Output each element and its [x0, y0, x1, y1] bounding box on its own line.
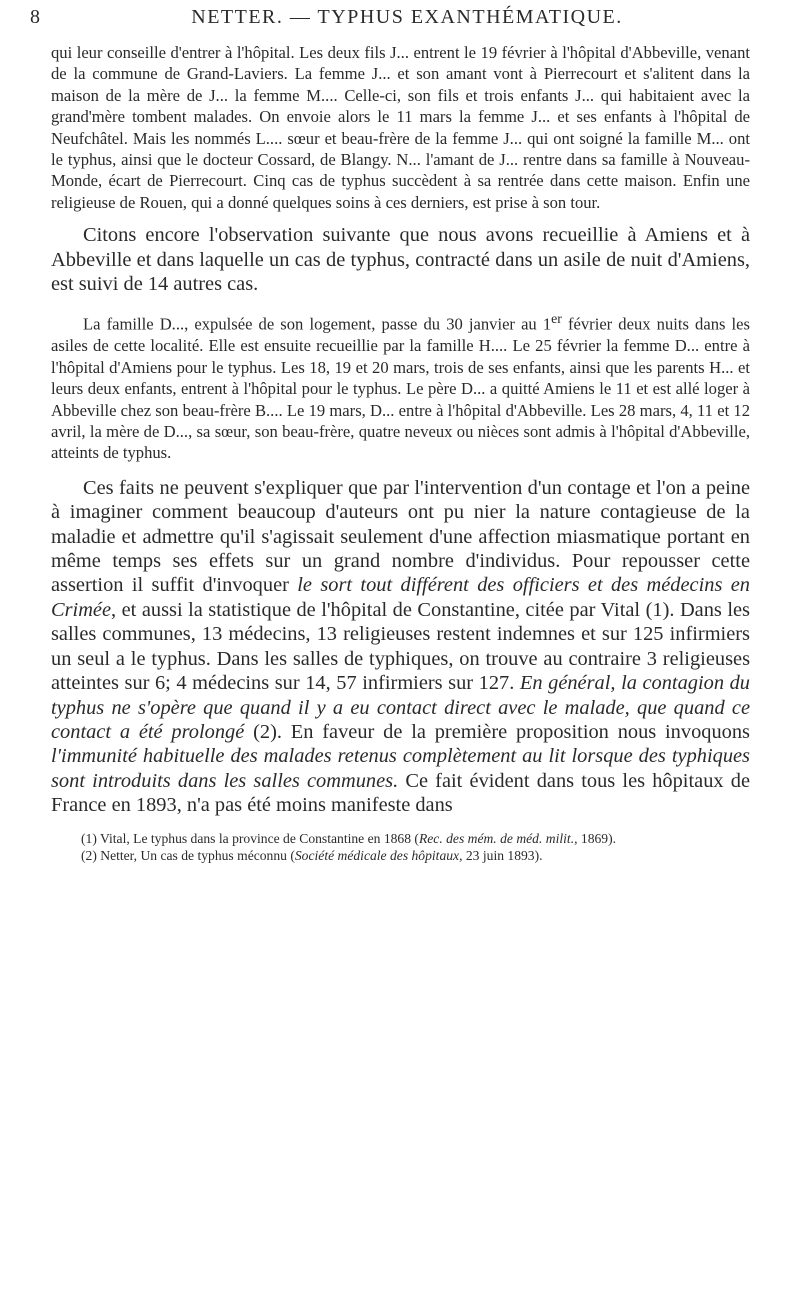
argument-italic-immunity: l'immunité habituelle des malades retenus complètement au lit lorsque des typhiques sont introduits dans les salles communes. — [51, 745, 750, 792]
page-header — [30, 6, 764, 32]
footnote-1-end: , 1869). — [574, 830, 617, 846]
footnotes — [51, 830, 750, 865]
argument-text-4: Ce fait évident dans tous les hôpitaux de France en 1893, n'a pas été moins manifeste dans — [51, 769, 750, 817]
footnote-1-source: Rec. des mém. de méd. milit. — [418, 830, 575, 846]
case-text-rest: février deux nuits dans les asiles de cette localité. Elle est ensuite recueillie par la famille H.... Le 25 février la femme D... entre à l'hôpital d'Amiens pour le typhus. Les 18, 19 et 20 mars, trois de ses enfants, ainsi que les parents H... et leurs deux enfants, entrent à l'hôpital pour le typhus. Le père D... a quitté Amiens le 11 et est allé loger à Abbeville chez son beau-frère B.... Le 19 mars, D... entre à l'hôpital d'Abbeville. Les 28 mars, 4, 11 et 12 avril, la mère de D..., sa sœur, son beau-frère, quatre neveux ou nièces sont admis à l'hôpital d'Abbeville, atteints de typhus. — [51, 315, 750, 463]
argument-text-3: (2). En faveur de la première proposition nous invoquons — [244, 720, 750, 743]
paragraph-contagion-argument — [51, 476, 750, 818]
argument-text-1: Ces faits ne peuvent s'expliquer que par l'intervention d'un contage et l'on a peine à imaginer comment beaucoup d'auteurs ont pu nier la nature contagieuse de la maladie et admettre qu'il s'agissait seulement d'une affection miasmatique portant en même temps ses effets sur un grand nombre d'individus. Pour repousser cette assertion il suffit d'invoquer — [51, 476, 750, 597]
body-text — [51, 42, 750, 865]
argument-italic-general: En général, la contagion du typhus ne s'opère que quand il y a eu contact direct avec le malade, que quand ce contact a été prolongé — [51, 672, 750, 743]
footnote-2-end: , 23 juin 1893). — [459, 848, 543, 864]
footnote-2-source: Société médicale des hôpitaux — [294, 848, 460, 864]
footnote-2 — [51, 847, 750, 865]
paragraph-observation-intro: Citons encore l'observation suivante que nous avons recueillie à Amiens et à Abbeville et dans laquelle un cas de typhus, contracté dans un asile de nuit d'Amiens, est suivi de 14 autres cas. — [51, 224, 750, 296]
footnote-1 — [51, 830, 750, 848]
page-number: 8 — [30, 6, 41, 28]
argument-text-2: , et aussi la statistique de l'hôpital de Constantine, citée par Vital (1). Dans les salles communes, 13 médecins, 13 religieuses restent indemnes et sur 125 infirmiers un seul a le typhus. Dans les salles de typhiques, on trouve au contraire 3 religieuses atteintes sur 6; 4 médecins sur 14, 57 infirmiers sur 127. — [51, 598, 750, 695]
paragraph-continuation: qui leur conseille d'entrer à l'hôpital. Les deux fils J... entrent le 19 février à l'hôpital d'Abbeville, venant de la commune de Grand-Laviers. La femme J... et son amant vont à Pierrecourt et s'alitent dans la maison de la mère de J... la femme M.... Celle-ci, son fils et trois enfants J... qui habitaient avec la grand'mère tombent malades. On envoie alors le 11 mars la femme J... et ses enfants à l'hôpital de Neufchâtel. Mais les nommés L.... sœur et beau-frère de la femme J... qui ont soigné la famille M... ont le typhus, ainsi que le docteur Cossard, de Blangy. N... l'amant de J... rentre dans sa famille à Nouveau-Monde, écart de Pierrecourt. Cinq cas de typhus succèdent à sa rentrée dans cette maison. Enfin une religieuse de Rouen, qui a donné quelques soins à ces derniers, est prise à son tour. — [51, 43, 750, 212]
superscript-er: er — [551, 311, 562, 327]
footnote-2-text: (2) Netter, Un cas de typhus méconnu ( — [81, 848, 295, 864]
running-title: NETTER. — TYPHUS EXANTHÉMATIQUE. — [191, 6, 623, 28]
footnote-1-text: (1) Vital, Le typhus dans la province de Constantine en 1868 ( — [81, 830, 419, 846]
paragraph-observation-case — [51, 308, 750, 463]
case-text-start: La famille D..., expulsée de son logement, passe du 30 janvier au 1 — [83, 315, 552, 334]
argument-italic-crimea: le sort tout différent des officiers et des médecins en Crimée — [51, 574, 750, 621]
